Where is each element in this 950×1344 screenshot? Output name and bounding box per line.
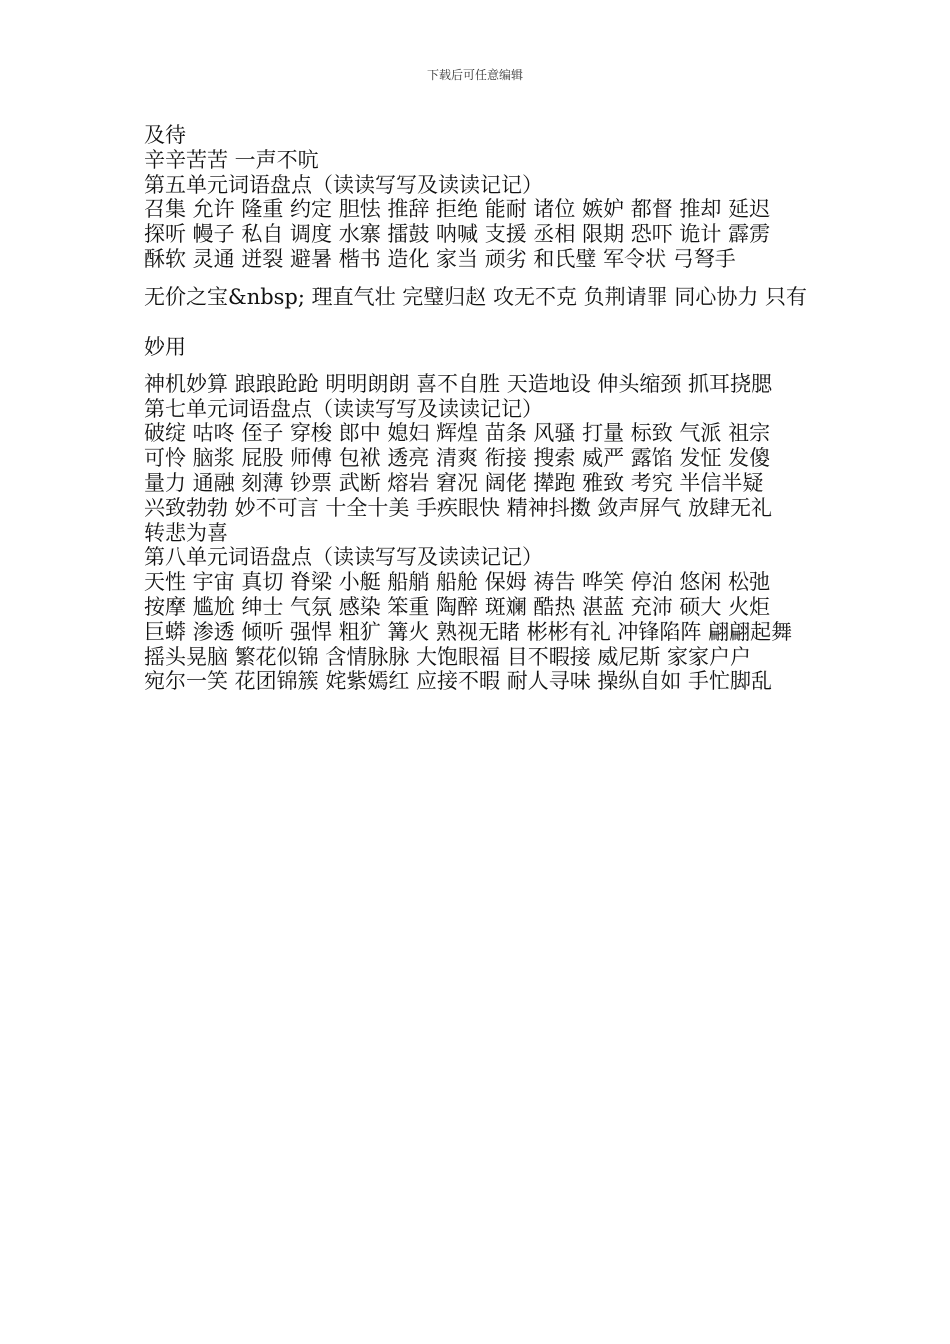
text-line: 天性 宇宙 真切 脊梁 小艇 船艄 船舱 保姆 祷告 哗笑 停泊 悠闲 松弛	[144, 570, 771, 595]
text-line: 转悲为喜	[144, 520, 228, 545]
text-line: 辛辛苦苦 一声不吭	[144, 147, 319, 172]
text-line: 巨蟒 渗透 倾听 强悍 粗犷 篝火 熟视无睹 彬彬有礼 冲锋陷阵 翩翩起舞	[144, 619, 793, 644]
page-header: 下载后可任意编辑	[426, 68, 523, 82]
text-line: 量力 通融 刻薄 钞票 武断 熔岩 窘况 阔佬 撵跑 雅致 考究 半信半疑	[144, 470, 764, 495]
text-line: 按摩 尴尬 绅士 气氛 感染 笨重 陶醉 斑斓 酷热 湛蓝 充沛 硕大 火炬	[144, 594, 771, 619]
text-line: 兴致勃勃 妙不可言 十全十美 手疾眼快 精神抖擞 敛声屏气 放肆无礼	[144, 495, 773, 520]
section-heading: 第八单元词语盘点（读读写写及读读记记）	[144, 545, 543, 570]
document-body	[144, 123, 812, 694]
section-heading: 第七单元词语盘点（读读写写及读读记记）	[144, 396, 543, 421]
text-line: 酥软 灵通 迸裂 避暑 楷书 造化 家当 顽劣 和氏璧 军令状 弓弩手	[144, 246, 736, 271]
text-line: 可怜 脑浆 屁股 师傅 包袱 透亮 清爽 衔接 搜索 威严 露馅 发怔 发傻	[144, 446, 771, 471]
text-line: 无价之宝&nbsp; 理直气壮 完璧归赵 攻无不克 负荆请罪 同心协力 只有妙用	[144, 284, 808, 359]
text-line: 摇头晃脑 繁花似锦 含情脉脉 大饱眼福 目不暇接 威尼斯 家家户户	[144, 644, 752, 669]
text-line: 探听 幔子 私自 调度 水寨 擂鼓 呐喊 支援 丞相 限期 恐吓 诡计 霹雳	[144, 222, 771, 247]
text-line: 召集 允许 隆重 约定 胆怯 推辞 拒绝 能耐 诸位 嫉妒 都督 推却 延迟	[144, 197, 771, 222]
text-line: 宛尔一笑 花团锦簇 姹紫嫣红 应接不暇 耐人寻味 操纵自如 手忙脚乱	[144, 669, 773, 694]
text-line: 及待	[144, 123, 186, 147]
text-line: 神机妙算 踉踉跄跄 明明朗朗 喜不自胜 天造地设 伸头缩颈 抓耳挠腮	[144, 371, 773, 396]
section-heading: 第五单元词语盘点（读读写写及读读记记）	[144, 172, 543, 197]
text-line: 破绽 咕咚 侄子 穿梭 郎中 媳妇 辉煌 苗条 风骚 打量 标致 气派 祖宗	[144, 421, 771, 446]
